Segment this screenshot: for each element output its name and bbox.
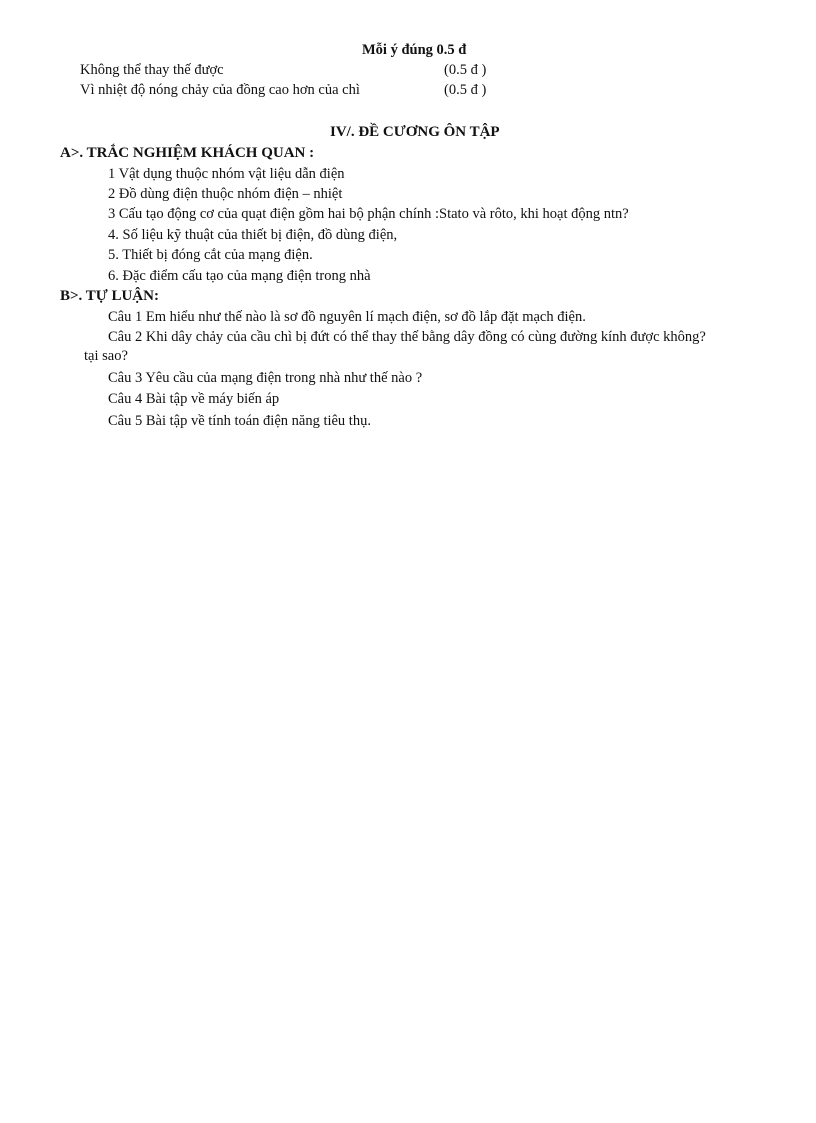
score-line-2-score: (0.5 đ ) [444, 82, 487, 98]
part-a-item-4: 4. Số liệu kỹ thuật của thiết bị điện, đồ dùng điện, [108, 227, 398, 243]
score-line-1-score: (0.5 đ ) [444, 62, 487, 78]
score-line-1-text: Không thể thay thế được [80, 62, 224, 78]
part-b-question-5: Câu 5 Bài tập về tính toán điện năng tiêu thụ. [108, 413, 371, 429]
part-a-item-6: 6. Đặc điểm cấu tạo của mạng điện trong nhà [108, 268, 371, 284]
part-b-question-4: Câu 4 Bài tập về máy biến áp [108, 391, 280, 407]
part-a-item-1: 1 Vật dụng thuộc nhóm vật liệu dẫn điện [108, 166, 345, 182]
part-b-question-1: Câu 1 Em hiểu như thế nào là sơ đồ nguyên lí mạch điện, sơ đồ lắp đặt mạch điện. [108, 309, 586, 325]
part-a-title: A>. TRẮC NGHIỆM KHÁCH QUAN : [60, 145, 315, 161]
part-b-title: B>. TỰ LUẬN: [60, 288, 159, 304]
part-b-question-2-line-1: Câu 2 Khi dây chảy của cầu chì bị đứt có thể thay thế bằng dây đồng có cùng đường kính được không? [108, 329, 706, 345]
score-line-2-text: Vì nhiệt độ nóng chảy của đồng cao hơn của chì [80, 82, 360, 98]
part-b-question-3: Câu 3 Yêu cầu của mạng điện trong nhà như thế nào ? [108, 370, 423, 386]
part-b-question-2-line-2: tại sao? [84, 348, 128, 364]
section-title: IV/. ĐỀ CƯƠNG ÔN TẬP [330, 124, 500, 140]
score-header: Mỗi ý đúng 0.5 đ [362, 42, 467, 58]
part-a-item-5: 5. Thiết bị đóng cắt của mạng điện. [108, 247, 313, 263]
part-a-item-3: 3 Cấu tạo động cơ của quạt điện gồm hai bộ phận chính :Stato và rôto, khi hoạt động ntn? [108, 206, 629, 222]
part-a-item-2: 2 Đồ dùng điện thuộc nhóm điện – nhiệt [108, 186, 343, 202]
